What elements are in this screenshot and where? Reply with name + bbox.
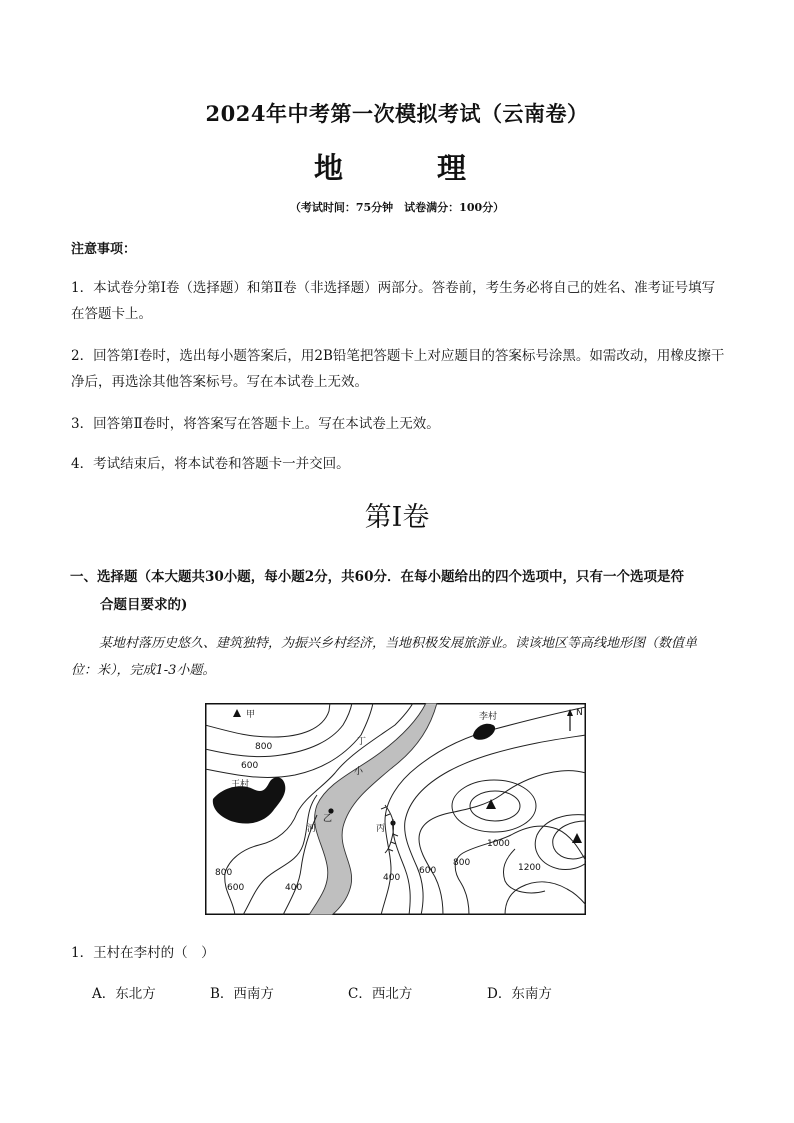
notes-title: 注意事项： — [71, 242, 137, 257]
label-li-village: 李村 — [479, 712, 498, 722]
part-heading-line-1: 一、选择题（本大题共30小题，每小题2分，共60分．在每小题给出的四个选项中，只有一个选项是符 — [70, 569, 684, 585]
contour-label-800-left: 800 — [215, 868, 233, 878]
contour-label-1200: 1200 — [518, 863, 541, 873]
note-item-2: 2．回答第Ⅰ卷时，选出每小题答案后，用2B铅笔把答题卡上对应题目的答案标号涂黑。如需改动，用橡皮擦干净后，再选涂其他答案标号。写在本试卷上无效。 — [71, 348, 725, 390]
contour-label-400-mid: 400 — [285, 883, 303, 893]
contour-label-800-top: 800 — [255, 742, 273, 752]
label-jia: 甲 — [246, 710, 256, 720]
contour-label-800-right: 800 — [453, 858, 471, 868]
option-b[interactable]: B．西南方 — [210, 986, 274, 1002]
reading-material: 某地村落历史悠久、建筑独特，为振兴乡村经济，当地积极发展旅游业。读该地区等高线地形图（数值单位：米），完成1-3小题。 — [71, 636, 698, 678]
label-ding: 丁 — [357, 737, 367, 747]
label-north: N — [576, 708, 583, 718]
contour-map-svg — [205, 703, 586, 915]
label-yi: 乙 — [323, 814, 333, 824]
note-item-4: 4．考试结束后，将本试卷和答题卡一并交回。 — [71, 456, 350, 472]
subject-title: 地 理 — [313, 151, 495, 185]
option-c[interactable]: C．西北方 — [348, 986, 413, 1002]
label-wang-village: 王村 — [231, 780, 250, 790]
contour-label-1000: 1000 — [487, 839, 510, 849]
point-yi-marker — [328, 808, 333, 813]
contour-label-400-right: 400 — [383, 873, 401, 883]
section-title: 第Ⅰ卷 — [364, 502, 430, 533]
note-item-3: 3．回答第Ⅱ卷时，将答案写在答题卡上。写在本试卷上无效。 — [71, 416, 440, 432]
option-a[interactable]: A．东北方 — [92, 986, 156, 1002]
contour-label-600-left: 600 — [227, 883, 245, 893]
contour-map — [205, 703, 586, 915]
label-river-he: 河 — [307, 824, 317, 834]
label-river-xiao: 小 — [354, 767, 364, 777]
label-bing: 丙 — [376, 824, 386, 834]
part-heading-line-2: 合题目要求的) — [100, 597, 188, 613]
question-1-stem: 1．王村在李村的（ ） — [71, 945, 215, 961]
note-item-1: 1．本试卷分第Ⅰ卷（选择题）和第Ⅱ卷（非选择题）两部分。答卷前，考生务必将自己的姓名、准考证号填写在答题卡上。 — [71, 280, 716, 322]
option-d[interactable]: D．东南方 — [487, 986, 552, 1002]
contour-label-600-right: 600 — [419, 866, 437, 876]
exam-info: （考试时间：75分钟 试卷满分：100分） — [289, 201, 505, 214]
contour-label-600-top: 600 — [241, 761, 259, 771]
exam-title: 2024年中考第一次模拟考试（云南卷） — [205, 101, 589, 126]
question-1-options — [92, 982, 612, 1006]
part-heading — [71, 563, 731, 619]
